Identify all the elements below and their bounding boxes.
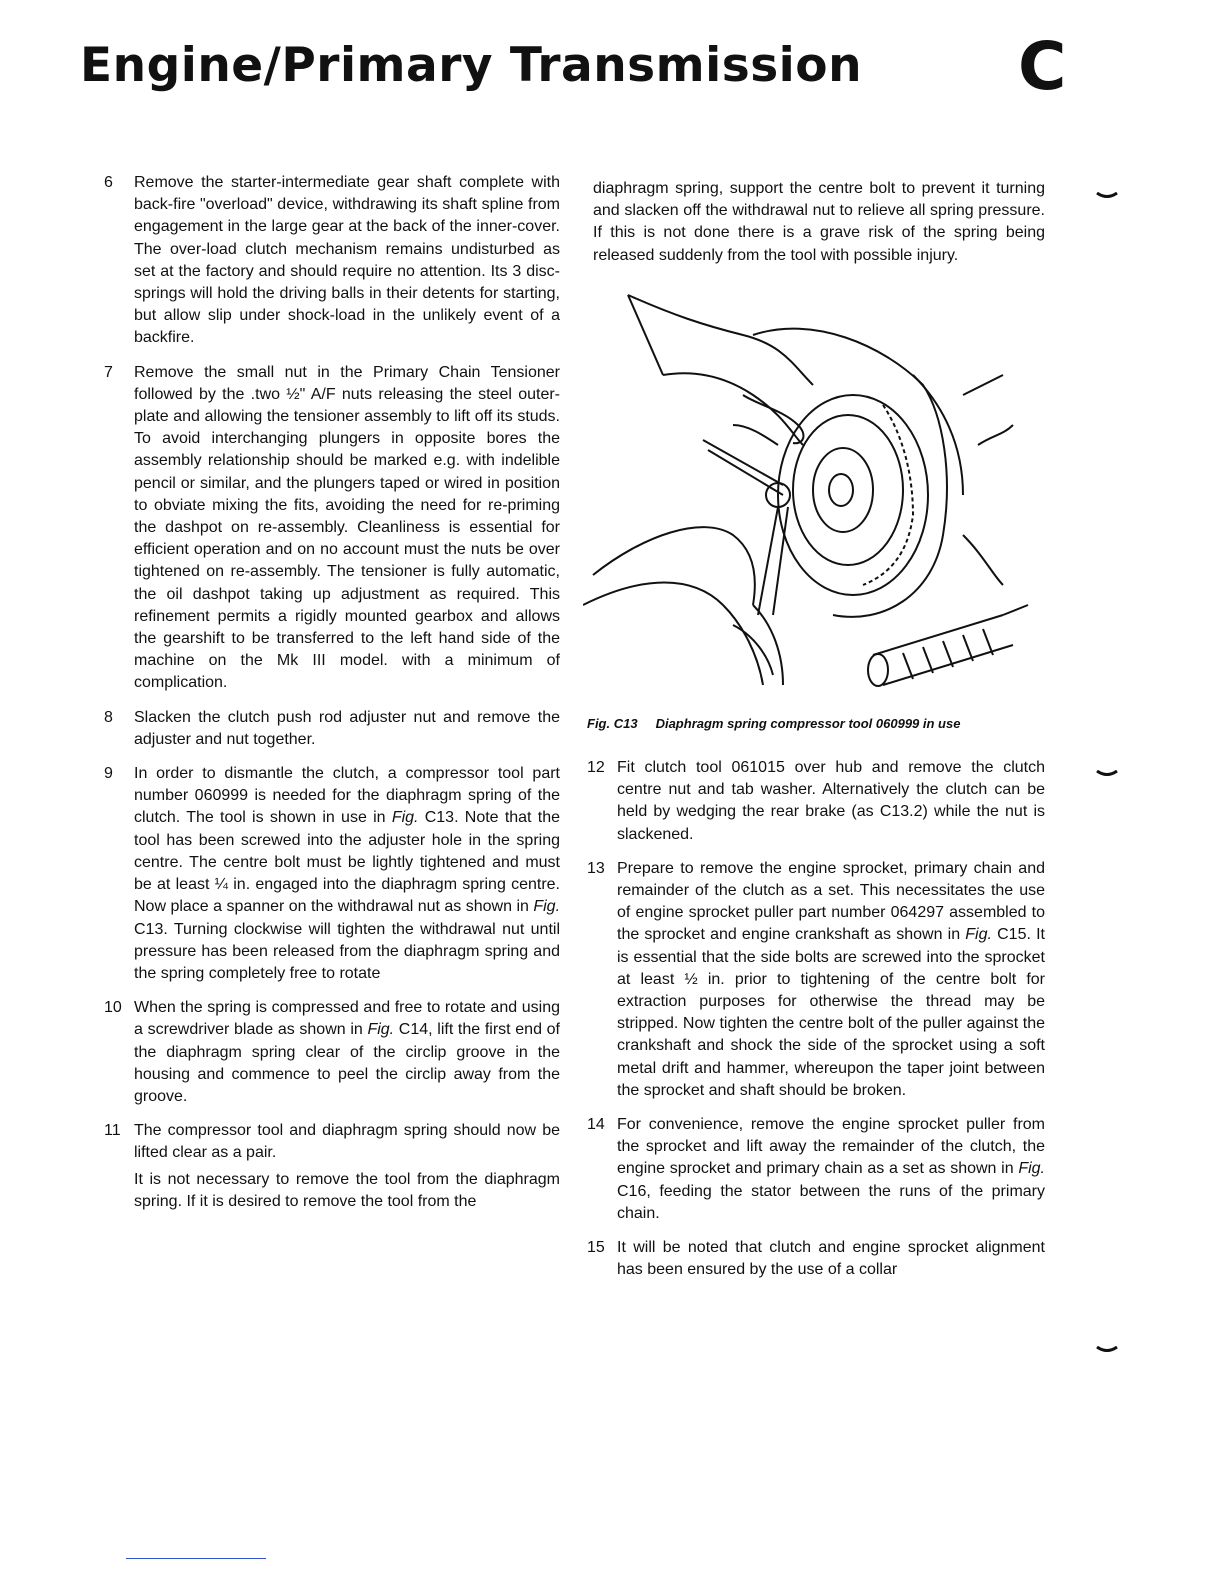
fig-ref: Fig.: [533, 898, 561, 916]
note-paragraph: It is not necessary to remove the tool from the diaphragm spring. If it is desired to remove the tool from the: [134, 1170, 560, 1210]
step-10: [100, 997, 560, 1108]
fig-ref: Fig.: [367, 1021, 395, 1039]
fig-ref: Fig.: [1018, 1160, 1045, 1178]
step-number: 8: [104, 708, 113, 726]
step-7: [100, 362, 560, 695]
step-number: 13: [587, 859, 605, 877]
step-text: When the spring is compressed and free to rotate and using a screwdriver blade as shown in Fig. C14, lift the first end of the diaphragm spring clear of the circlip groove in the housing and commence to peel the circlip away from the groove.: [134, 999, 560, 1105]
step-text: The compressor tool and diaphragm spring should now be lifted clear as a pair.: [134, 1122, 560, 1162]
step-number: 9: [104, 765, 113, 783]
margin-tab-mark: [1096, 1346, 1118, 1354]
fig-ref: Fig.: [391, 809, 419, 827]
footer-rule: [126, 1558, 266, 1559]
step-15: [583, 1237, 1045, 1281]
step-14: [583, 1114, 1045, 1225]
step-text: Fit clutch tool 061015 over hub and remove the clutch centre nut and tab washer. Alternatively the clutch can be held by wedging the rear brake (as C13.2) while the nut is slackened.: [617, 759, 1045, 843]
figure-caption-text: Diaphragm spring compressor tool 060999 in use: [655, 715, 961, 731]
step-text: Remove the small nut in the Primary Chain Tensioner followed by the .two ½" A/F nuts releasing the steel outer-plate and allowing the tensioner assembly to lift off its studs. To avoid interchanging plungers in opposite bores the assembly relationship should be marked e.g. with indelible pencil or similar, and the plungers taped or wired in position to obviate mixing the fits, avoiding the need for re-priming the dashpot on re-assembly. Cleanliness is essential for efficient operation and on no account must the nuts be over tightened on re-assembly. The tensioner is fully automatic, the oil dashpot taking up adjustment as required. This refinement permits a rigidly mounted gearbox and allows the gearshift to be transferred to the left hand side of the machine on the Mk III model. with a minimum of complication.: [134, 363, 560, 692]
step-number: 7: [104, 363, 113, 381]
step-6: [100, 172, 560, 350]
section-letter: C: [1018, 28, 1067, 105]
step-text: It will be noted that clutch and engine sprocket alignment has been ensured by the use of a collar: [617, 1239, 1045, 1279]
step-9: [100, 763, 560, 985]
step-number: 12: [587, 759, 605, 777]
figure-label: Fig. C13: [587, 715, 638, 731]
margin-tab-mark: [1096, 770, 1118, 778]
step-number: 11: [104, 1122, 121, 1140]
step-number: 10: [104, 999, 122, 1017]
figure-caption: [587, 713, 1045, 735]
step-number: 6: [104, 174, 113, 191]
step-8: [100, 707, 560, 751]
continuation-paragraph: diaphragm spring, support the centre bolt to prevent it turning and slacken off the withdrawal nut to relieve all spring pressure. If this is not done there is a grave risk of the spring being released suddenly from the tool with possible injury.: [593, 180, 1045, 264]
step-number: 14: [587, 1116, 605, 1134]
step-11: [100, 1120, 560, 1164]
step-text: Remove the starter-intermediate gear shaft complete with back-fire "overload" device, withdrawing its shaft spline from engagement in the large gear at the back of the inner-cover. The over-load clutch mechanism remains undisturbed as set at the factory and should require no attention. Its 3 disc-springs will hold the driving balls in their detents for starting, but allow slip under shock-load in the unlikely event of a backfire.: [134, 174, 560, 347]
clutch-compressor-illustration: [583, 275, 1045, 705]
step-13: [583, 858, 1045, 1102]
step-text: Prepare to remove the engine sprocket, primary chain and remainder of the clutch as a set. This necessitates the use of engine sprocket puller part number 064297 assembled to the sprocket and engine crankshaft as shown in Fig. C15. It is essential that the side bolts are screwed into the sprocket at least ½ in. prior to tightening of the centre bolt for extraction purposes for otherwise the thread may be stripped. Now tighten the centre bolt of the puller against the crankshaft and shock the side of the sprocket using a soft metal drift and hammer, whereupon the taper joint between the sprocket and shaft should be broken.: [617, 859, 1045, 1099]
step-text: For convenience, remove the engine sprocket puller from the sprocket and lift away the remainder of the clutch, the engine sprocket and primary chain as a set as shown in Fig. C16, feeding the stator between the runs of the primary chain.: [617, 1116, 1045, 1222]
margin-tab-mark: [1096, 192, 1118, 200]
step-number: 15: [587, 1239, 605, 1257]
step-text: In order to dismantle the clutch, a compressor tool part number 060999 is needed for the diaphragm spring of the clutch. The tool is shown in use in Fig. C13. Note that the tool has been screwed into the adjuster hole in the spring centre. The centre bolt must be lightly tightened and must be at least ¼ in. engaged into the diaphragm spring centre. Now place a spanner on the withdrawal nut as shown in Fig. C13. Turning clockwise will tighten the withdrawal nut until pressure has been released from the diaphragm spring and the spring completely free to rotate: [134, 765, 561, 982]
step-12: [583, 757, 1045, 846]
figure-c13: [583, 275, 1045, 705]
left-column: [100, 172, 560, 1225]
page-title: Engine/Primary Transmission: [80, 38, 863, 93]
fig-ref: Fig.: [965, 926, 992, 944]
right-column: [583, 178, 1045, 1293]
step-text: Slacken the clutch push rod adjuster nut and remove the adjuster and nut together.: [134, 708, 560, 748]
